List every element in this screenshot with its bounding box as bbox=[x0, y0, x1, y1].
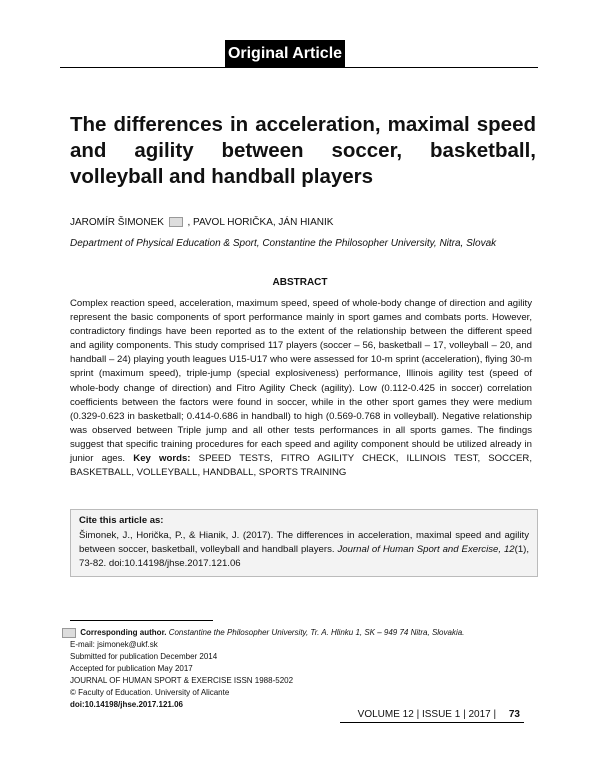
footnote-journal: JOURNAL OF HUMAN SPORT & EXERCISE ISSN 1988-5202 bbox=[70, 676, 294, 685]
abstract-heading: ABSTRACT bbox=[272, 277, 328, 288]
corresponding-address: Constantine the Philosopher University, Tr. A. Hlinku 1, SK – 949 74 Nitra, Slovakia. bbox=[168, 628, 465, 637]
footnote-copyright: © Faculty of Education. University of Alicante bbox=[70, 688, 230, 697]
author-line bbox=[70, 216, 333, 230]
footnote-block bbox=[60, 627, 464, 711]
footnote-rule bbox=[70, 620, 213, 621]
page-footer bbox=[358, 709, 520, 720]
citation-heading: Cite this article as: bbox=[79, 515, 164, 526]
footer-rule bbox=[340, 722, 524, 723]
citation-text bbox=[79, 529, 529, 571]
keywords-label: Key words: bbox=[133, 453, 191, 465]
affiliation: Department of Physical Education & Sport, Constantine the Philosopher University, Nitra, Slovak bbox=[70, 238, 497, 249]
footnote-corresponding bbox=[60, 627, 464, 639]
envelope-icon bbox=[62, 628, 76, 638]
page-number: 73 bbox=[508, 709, 520, 720]
volume-info: VOLUME 12 | ISSUE 1 | 2017 | bbox=[357, 709, 497, 720]
first-author: JAROMÍR ŠIMONEK bbox=[70, 217, 164, 228]
footnote-email: E-mail: jsimonek@ukf.sk bbox=[70, 640, 158, 649]
header-rule bbox=[60, 67, 538, 68]
footnote-accepted: Accepted for publication May 2017 bbox=[70, 664, 193, 673]
citation-journal: Journal of Human Sport and Exercise, 12 bbox=[337, 544, 515, 555]
abstract-body bbox=[70, 297, 532, 480]
corresponding-label: Corresponding author. bbox=[80, 628, 167, 637]
article-type-badge bbox=[225, 40, 345, 67]
other-authors: , PAVOL HORIČKA, JÁN HIANIK bbox=[187, 217, 334, 228]
abstract-text: Complex reaction speed, acceleration, maximum speed, speed of whole-body change of direction and agility represent the basic components of sport performance mainly in sport games and combats ports. However, contradictory findings have been reported as to the extent of the relationship between the different speed and agility components. This study comprised 117 players (soccer – 56, basketball – 17, volleyball – 20, and handball – 24) playing youth leagues U15-U17 who were assessed for 10-m sprint (acceleration), flying 30-m sprint (maximum speed), triple-jump (special explosiveness) performance, Illinois agility test (speed of whole-body change of direction) and Fitro Agility Check (agility). Low (0.112-0.425 in soccer) correlation coefficients between the factors were found in soccer, while in the other sport games they were medium (0.329-0.623 in basketball; 0.414-0.686 in handball) to high (0.569-0.768 in volleyball). Negative relationship was observed between Triple jump and all other tests performances in all sports games. The findings suggest that specific training procedures for each speed and agility component should be utilized already in junior ages. bbox=[70, 298, 532, 465]
doi-text: doi:10.14198/jhse.2017.121.06 bbox=[70, 700, 183, 709]
envelope-icon bbox=[169, 217, 183, 227]
citation-issue: (1), 73-82. doi:10.14198/jhse.2017.121.06 bbox=[79, 544, 530, 569]
citation-authors-title: Šimonek, J., Horička, P., & Hianik, J. (2017). The differences in acceleration, maximal speed and agility between soccer, basketball, volleyball and handball players. bbox=[79, 530, 529, 555]
article-type-label: Original Article bbox=[227, 44, 343, 62]
article-title: The differences in acceleration, maximal speed and agility between soccer, basketball, volleyball and handball players bbox=[70, 113, 536, 188]
footnote-submitted: Submitted for publication December 2014 bbox=[70, 652, 218, 661]
keywords-list: SPEED TESTS, FITRO AGILITY CHECK, ILLINOIS TEST, SOCCER, BASKETBALL, VOLLEYBALL, HANDBALL, SPORTS TRAINING bbox=[70, 453, 532, 479]
citation-box bbox=[70, 509, 538, 577]
